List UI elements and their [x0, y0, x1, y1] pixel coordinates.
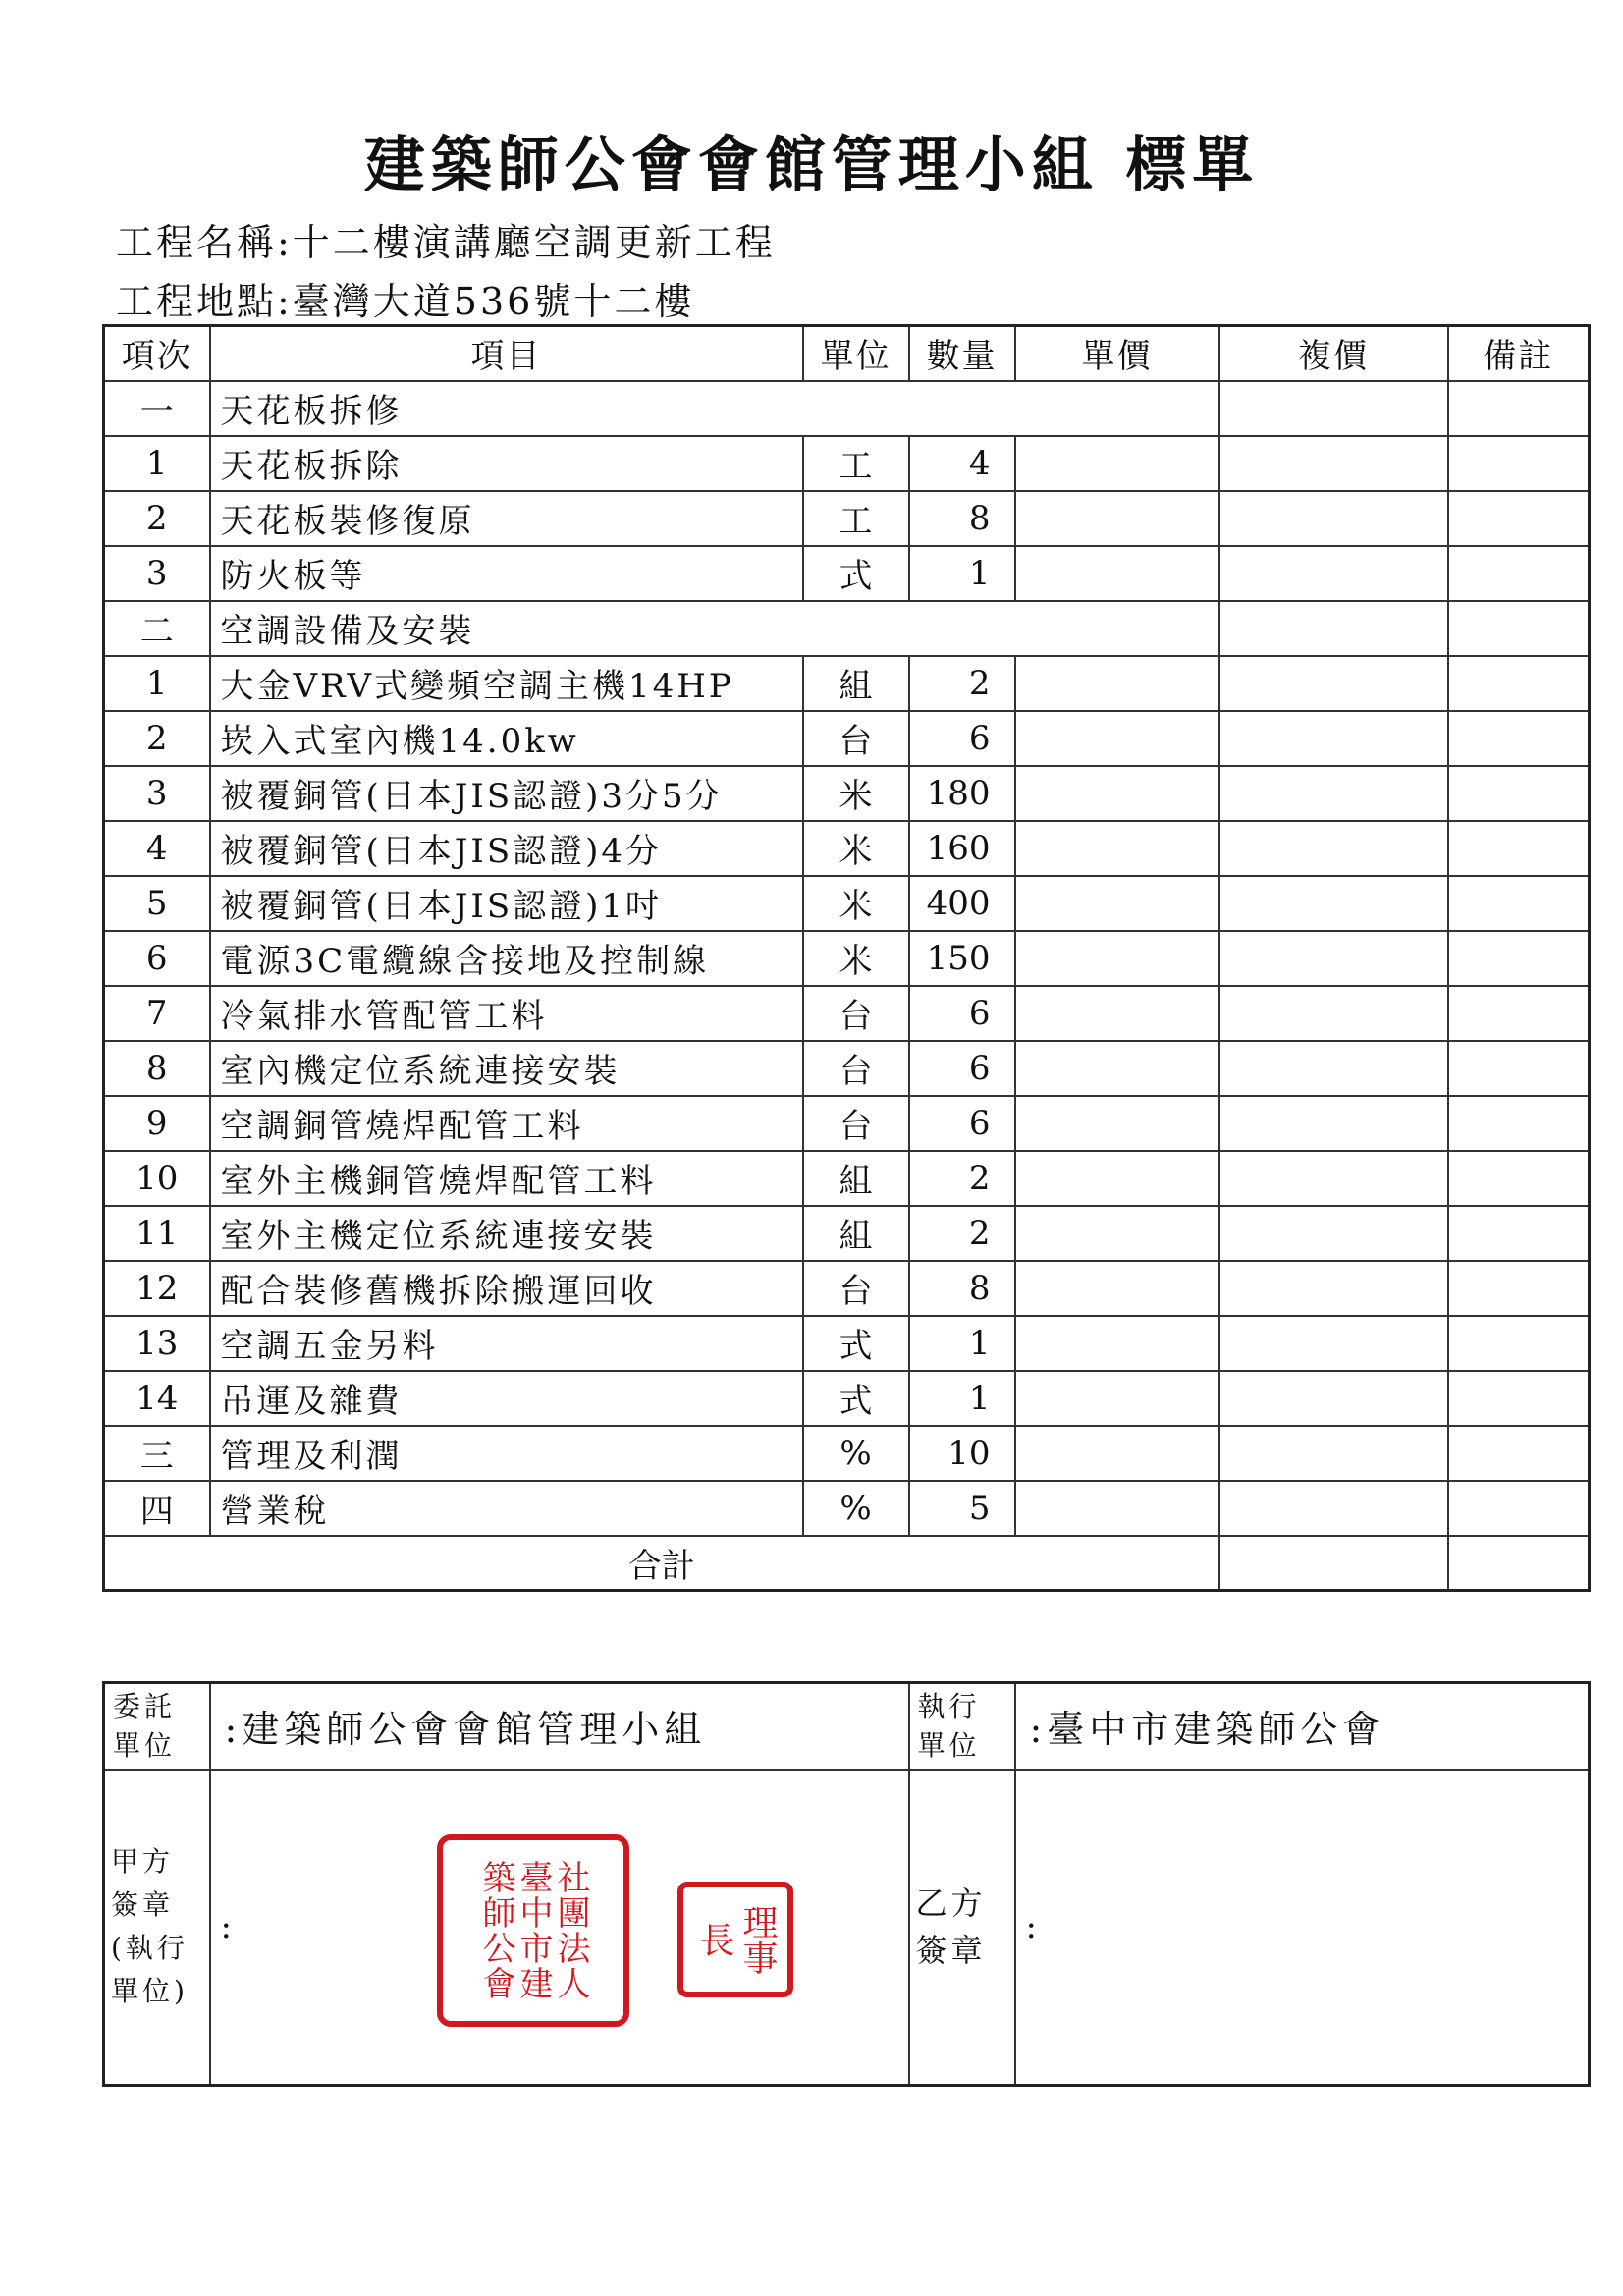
- row-item: 崁入式室內機14.0kw: [210, 711, 803, 766]
- row-unit: 米: [803, 766, 909, 821]
- executor-label: 執行 單位: [909, 1683, 1015, 1770]
- row-unit: 米: [803, 821, 909, 876]
- row-unit-price: [1015, 1096, 1219, 1151]
- row-qty: 150: [909, 931, 1015, 986]
- row-qty: 180: [909, 766, 1015, 821]
- row-remark: [1448, 1426, 1590, 1481]
- row-unit: 式: [803, 1371, 909, 1426]
- row-no: 3: [104, 546, 210, 601]
- header-unit: 單位: [803, 326, 909, 381]
- table-row: [104, 436, 1590, 491]
- row-no: 10: [104, 1151, 210, 1206]
- signature-row: [104, 1770, 1590, 2086]
- header-item: 項目: [210, 326, 803, 381]
- row-qty: 1: [909, 546, 1015, 601]
- header-total-price: 複價: [1219, 326, 1448, 381]
- row-item: 營業稅: [210, 1481, 803, 1536]
- row-qty: 2: [909, 1151, 1015, 1206]
- table-row: [104, 711, 1590, 766]
- row-no: 1: [104, 436, 210, 491]
- total-row: [104, 1536, 1590, 1591]
- table-header-row: [104, 326, 1590, 381]
- row-unit: 台: [803, 711, 909, 766]
- row-item: 被覆銅管(日本JIS認證)1吋: [210, 876, 803, 931]
- row-no: 11: [104, 1206, 210, 1261]
- row-total-price: [1219, 381, 1448, 436]
- total-remark: [1448, 1536, 1590, 1591]
- table-row: [104, 1206, 1590, 1261]
- row-unit: 台: [803, 1041, 909, 1096]
- bid-table: [102, 324, 1591, 1592]
- row-total-price: [1219, 1481, 1448, 1536]
- table-row: [104, 1096, 1590, 1151]
- row-no: 6: [104, 931, 210, 986]
- row-item: 電源3C電纜線含接地及控制線: [210, 931, 803, 986]
- signature-table: [102, 1681, 1591, 2087]
- row-no: 2: [104, 711, 210, 766]
- row-item: 冷氣排水管配管工料: [210, 986, 803, 1041]
- row-qty: 160: [909, 821, 1015, 876]
- row-unit: 工: [803, 491, 909, 546]
- row-remark: [1448, 1316, 1590, 1371]
- row-total-price: [1219, 1206, 1448, 1261]
- executor-value: :臺中市建築師公會: [1015, 1683, 1590, 1770]
- row-unit: 組: [803, 1206, 909, 1261]
- row-total-price: [1219, 1426, 1448, 1481]
- unit-row: [104, 1683, 1590, 1770]
- row-unit: 組: [803, 1151, 909, 1206]
- row-unit-price: [1015, 436, 1219, 491]
- row-no: 2: [104, 491, 210, 546]
- row-remark: [1448, 1206, 1590, 1261]
- row-no: 一: [104, 381, 210, 436]
- row-unit: 式: [803, 1316, 909, 1371]
- row-remark: [1448, 711, 1590, 766]
- section-row: [104, 601, 1590, 656]
- row-total-price: [1219, 876, 1448, 931]
- row-qty: 10: [909, 1426, 1015, 1481]
- row-qty: 400: [909, 876, 1015, 931]
- row-no: 9: [104, 1096, 210, 1151]
- table-row: [104, 1426, 1590, 1481]
- row-unit-price: [1015, 766, 1219, 821]
- row-remark: [1448, 381, 1590, 436]
- row-total-price: [1219, 1371, 1448, 1426]
- row-item: 室外主機銅管燒焊配管工料: [210, 1151, 803, 1206]
- party-a-label: 甲方 簽章 (執行 單位): [104, 1770, 210, 2086]
- row-qty: 6: [909, 711, 1015, 766]
- row-remark: [1448, 1041, 1590, 1096]
- row-no: 4: [104, 821, 210, 876]
- table-row: [104, 1481, 1590, 1536]
- row-remark: [1448, 1371, 1590, 1426]
- header-qty: 數量: [909, 326, 1015, 381]
- table-row: [104, 876, 1590, 931]
- row-item: 室內機定位系統連接安裝: [210, 1041, 803, 1096]
- row-qty: 5: [909, 1481, 1015, 1536]
- row-unit-price: [1015, 876, 1219, 931]
- document-title: 建築師公會會館管理小組 標單: [363, 129, 1260, 200]
- row-unit: %: [803, 1481, 909, 1536]
- row-total-price: [1219, 1316, 1448, 1371]
- row-unit-price: [1015, 1041, 1219, 1096]
- row-no: 8: [104, 1041, 210, 1096]
- row-qty: 2: [909, 656, 1015, 711]
- section-row: [104, 381, 1590, 436]
- row-unit-price: [1015, 656, 1219, 711]
- row-qty: 6: [909, 1096, 1015, 1151]
- row-total-price: [1219, 491, 1448, 546]
- row-item: 被覆銅管(日本JIS認證)4分: [210, 821, 803, 876]
- table-row: [104, 986, 1590, 1041]
- row-unit: 台: [803, 1261, 909, 1316]
- row-item: 空調設備及安裝: [210, 601, 1219, 656]
- table-row: [104, 1371, 1590, 1426]
- row-remark: [1448, 601, 1590, 656]
- row-remark: [1448, 1096, 1590, 1151]
- row-item: 防火板等: [210, 546, 803, 601]
- row-total-price: [1219, 711, 1448, 766]
- row-total-price: [1219, 1096, 1448, 1151]
- row-unit: 工: [803, 436, 909, 491]
- table-row: [104, 931, 1590, 986]
- row-unit-price: [1015, 1206, 1219, 1261]
- row-no: 3: [104, 766, 210, 821]
- row-remark: [1448, 546, 1590, 601]
- row-total-price: [1219, 986, 1448, 1041]
- table-row: [104, 546, 1590, 601]
- row-remark: [1448, 766, 1590, 821]
- table-row: [104, 1316, 1590, 1371]
- chairman-seal-stamp: 理事長: [677, 1882, 793, 1997]
- row-unit: 台: [803, 986, 909, 1041]
- row-total-price: [1219, 436, 1448, 491]
- row-no: 1: [104, 656, 210, 711]
- client-value: :建築師公會會館管理小組: [210, 1683, 909, 1770]
- row-remark: [1448, 656, 1590, 711]
- party-b-label: 乙方 簽章: [909, 1770, 1015, 2086]
- party-a-signature-area: :: [210, 1770, 909, 2086]
- row-qty: 1: [909, 1371, 1015, 1426]
- row-item: 天花板裝修復原: [210, 491, 803, 546]
- table-row: [104, 491, 1590, 546]
- row-qty: 1: [909, 1316, 1015, 1371]
- header-no: 項次: [104, 326, 210, 381]
- row-no: 12: [104, 1261, 210, 1316]
- header-unit-price: 單價: [1015, 326, 1219, 381]
- row-total-price: [1219, 766, 1448, 821]
- row-remark: [1448, 1151, 1590, 1206]
- row-item: 被覆銅管(日本JIS認證)3分5分: [210, 766, 803, 821]
- row-remark: [1448, 986, 1590, 1041]
- row-unit: 台: [803, 1096, 909, 1151]
- row-no: 14: [104, 1371, 210, 1426]
- total-value: [1219, 1536, 1448, 1591]
- row-qty: 6: [909, 1041, 1015, 1096]
- row-total-price: [1219, 1261, 1448, 1316]
- row-item: 配合裝修舊機拆除搬運回收: [210, 1261, 803, 1316]
- row-item: 天花板拆除: [210, 436, 803, 491]
- client-label: 委託 單位: [104, 1683, 210, 1770]
- row-no: 二: [104, 601, 210, 656]
- project-location: 工程地點:臺灣大道536號十二樓: [116, 280, 695, 323]
- row-unit: 組: [803, 656, 909, 711]
- row-unit: 米: [803, 876, 909, 931]
- table-row: [104, 1041, 1590, 1096]
- row-remark: [1448, 821, 1590, 876]
- table-row: [104, 1261, 1590, 1316]
- party-b-signature-area: :: [1015, 1770, 1590, 2086]
- table-row: [104, 821, 1590, 876]
- row-no: 13: [104, 1316, 210, 1371]
- row-unit-price: [1015, 1261, 1219, 1316]
- row-no: 5: [104, 876, 210, 931]
- row-unit: %: [803, 1426, 909, 1481]
- table-row: [104, 1151, 1590, 1206]
- row-unit: 式: [803, 546, 909, 601]
- row-unit-price: [1015, 1481, 1219, 1536]
- row-unit-price: [1015, 1371, 1219, 1426]
- row-no: 四: [104, 1481, 210, 1536]
- row-unit-price: [1015, 546, 1219, 601]
- table-row: [104, 656, 1590, 711]
- row-item: 大金VRV式變頻空調主機14HP: [210, 656, 803, 711]
- row-no: 7: [104, 986, 210, 1041]
- row-total-price: [1219, 821, 1448, 876]
- row-total-price: [1219, 546, 1448, 601]
- header-remark: 備註: [1448, 326, 1590, 381]
- row-qty: 8: [909, 1261, 1015, 1316]
- row-qty: 4: [909, 436, 1015, 491]
- row-item: 空調五金另料: [210, 1316, 803, 1371]
- total-label: 合計: [104, 1536, 1219, 1591]
- row-qty: 6: [909, 986, 1015, 1041]
- row-total-price: [1219, 656, 1448, 711]
- row-total-price: [1219, 1041, 1448, 1096]
- row-remark: [1448, 436, 1590, 491]
- row-unit-price: [1015, 821, 1219, 876]
- row-remark: [1448, 1481, 1590, 1536]
- row-remark: [1448, 491, 1590, 546]
- project-name: 工程名稱:十二樓演講廳空調更新工程: [116, 221, 776, 264]
- table-row: [104, 766, 1590, 821]
- row-remark: [1448, 876, 1590, 931]
- row-unit: 米: [803, 931, 909, 986]
- row-unit-price: [1015, 986, 1219, 1041]
- row-remark: [1448, 931, 1590, 986]
- row-item: 室外主機定位系統連接安裝: [210, 1206, 803, 1261]
- row-item: 管理及利潤: [210, 1426, 803, 1481]
- row-total-price: [1219, 601, 1448, 656]
- row-no: 三: [104, 1426, 210, 1481]
- row-unit-price: [1015, 1316, 1219, 1371]
- row-item: 空調銅管燒焊配管工料: [210, 1096, 803, 1151]
- row-qty: 2: [909, 1206, 1015, 1261]
- row-item: 天花板拆修: [210, 381, 1219, 436]
- row-total-price: [1219, 1151, 1448, 1206]
- row-remark: [1448, 1261, 1590, 1316]
- row-unit-price: [1015, 711, 1219, 766]
- row-qty: 8: [909, 491, 1015, 546]
- row-unit-price: [1015, 1151, 1219, 1206]
- row-item: 吊運及雜費: [210, 1371, 803, 1426]
- row-unit-price: [1015, 1426, 1219, 1481]
- row-unit-price: [1015, 931, 1219, 986]
- row-unit-price: [1015, 491, 1219, 546]
- row-total-price: [1219, 931, 1448, 986]
- association-seal-stamp: 社團法人臺中市建築師公會: [437, 1834, 629, 2027]
